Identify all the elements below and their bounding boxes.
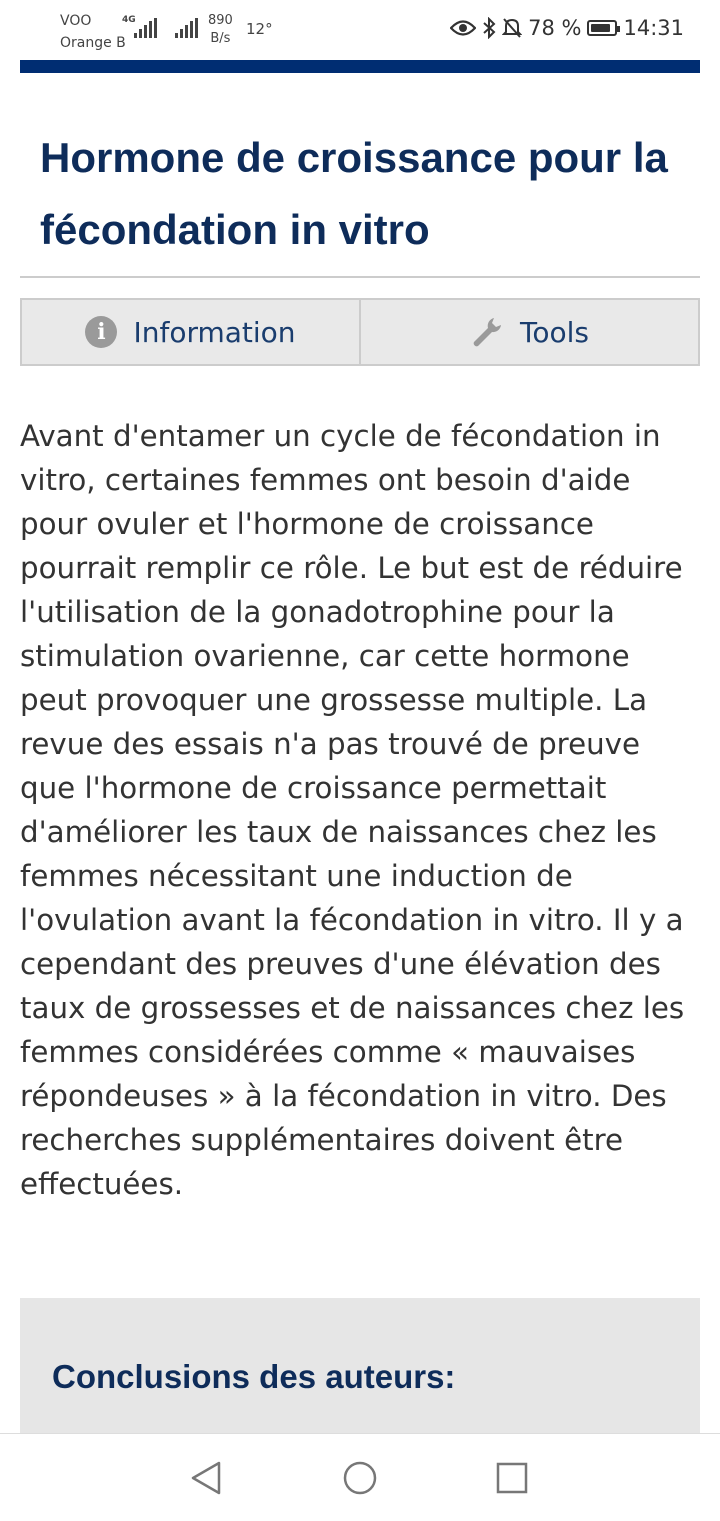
system-nav-bar (0, 1433, 720, 1521)
temperature: 12° (246, 20, 273, 38)
recents-button[interactable] (492, 1458, 532, 1498)
battery-icon (587, 20, 617, 36)
network-type-label: 4G (122, 15, 136, 25)
recents-icon (495, 1461, 529, 1495)
bluetooth-icon (482, 17, 496, 39)
status-icons (450, 16, 684, 40)
battery-percent: 78 % (528, 16, 582, 40)
wrench-icon (470, 315, 504, 349)
home-button[interactable] (340, 1458, 380, 1498)
network-speed: 890 B/s (208, 13, 233, 46)
mute-icon (502, 17, 522, 39)
tab-bar (20, 298, 700, 366)
clock: 14:31 (623, 16, 684, 40)
eye-icon (450, 19, 476, 37)
carrier-2: Orange B (60, 35, 126, 51)
tab-tools-label: Tools (520, 315, 589, 349)
signal-strength-icon (175, 18, 198, 38)
home-icon (342, 1460, 378, 1496)
conclusions-heading: Conclusions des auteurs: (52, 1358, 456, 1395)
header-brand-bar (20, 60, 700, 73)
page-title: Hormone de croissance pour la fécondation in vitro (40, 134, 668, 253)
tab-tools[interactable] (359, 300, 698, 364)
tab-information-label: Information (133, 315, 296, 349)
carrier-names (60, 10, 126, 54)
signal-strength-icon (134, 18, 157, 38)
info-icon: i (85, 316, 117, 348)
tab-information[interactable] (22, 300, 359, 364)
back-icon (189, 1460, 223, 1496)
status-bar (0, 0, 720, 62)
carrier-1: VOO (60, 13, 92, 29)
back-button[interactable] (186, 1458, 226, 1498)
abstract-text: Avant d'entamer un cycle de fécondation in vitro, certaines femmes ont besoin d'aide pour ovuler et l'hormone de croissance pourrait remplir ce rôle. Le but est de réduire l'utilisation de la gonadotrophine pour la stimulation ovarienne, car cette hormone peut provoquer une grossesse multiple. La revue des essais n'a pas trouvé de preuve que l'hormone de croissance permettait d'améliorer les taux de naissances chez les femmes nécessitant une induction de l'ovulation avant la fécondation in vitro. Il y a cependant des preuves d'une élévation des taux de grossesses et de naissances chez les femmes considérées comme « mauvaises répondeuses » à la fécondation in vitro. Des recherches supplémentaires doivent être effectuées. (20, 419, 685, 1201)
title-divider (20, 276, 700, 278)
